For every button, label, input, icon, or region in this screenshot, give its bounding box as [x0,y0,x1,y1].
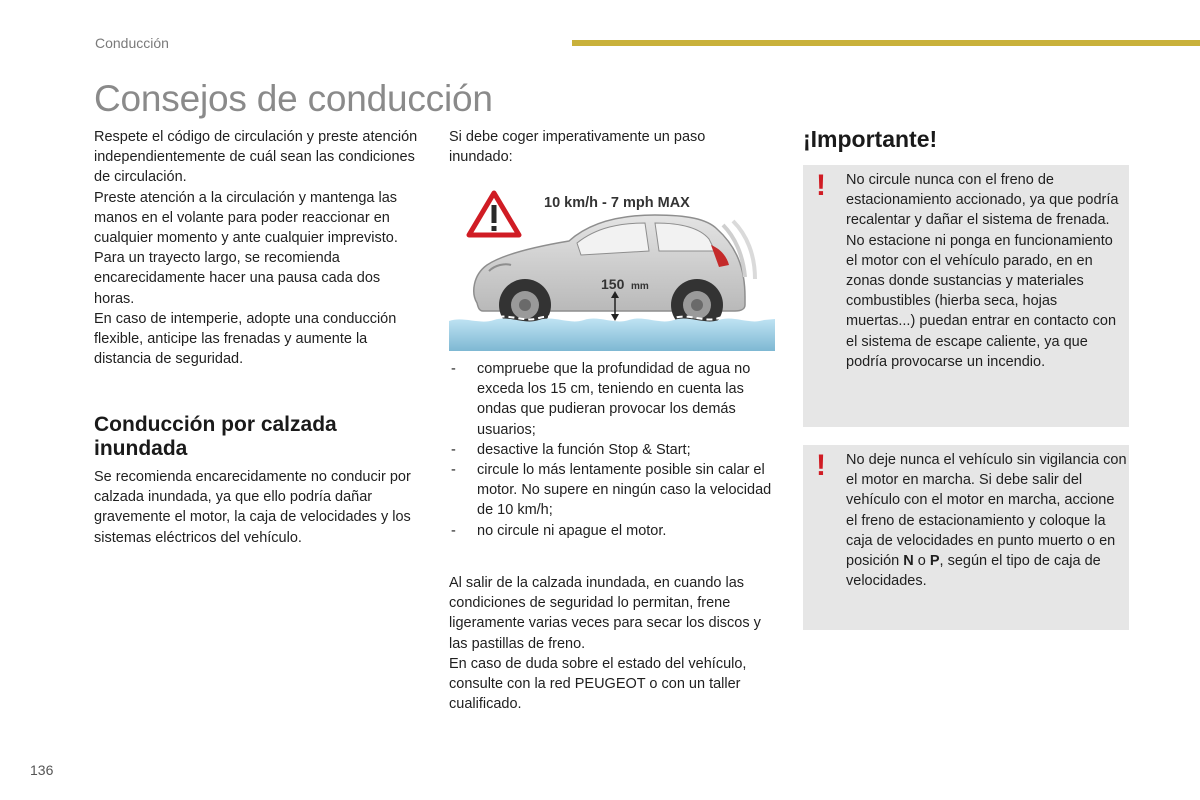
warning-box [803,165,1129,427]
paragraph: Para un trayecto largo, se recomienda encarecidamente hacer una pausa cada dos horas. [94,250,381,307]
flooded-road-illustration [449,185,775,351]
flooded-road-text: Se recomienda encarecidamente no conducir por calzada inundada, ya que ello podría dañar gravemente el motor, la caja de velocidades y los sistemas eléctricos del vehículo. [94,469,411,546]
header-accent-bar [572,40,1200,46]
flooded-road-checklist [449,359,779,541]
depth-unit: mm [631,281,649,292]
page-title: Consejos de conducción [94,78,493,119]
flooded-intro: Si debe coger imperativamente un paso inundado: [449,129,706,166]
paragraph: Respete el código de circulación y preste atención independientemente de cuál sean las condiciones de circulación. [94,129,418,186]
gear-p: P [929,553,940,570]
warning-paragraph: No circule nunca con el freno de estacionamiento accionado, ya que podría recalentar y dañar el sistema de frenada. [846,172,1119,229]
list-item: - no circule ni apague el motor. [449,521,779,541]
section-label: Conducción [95,35,169,51]
warning-text [846,170,1128,372]
list-item: - circule lo más lentamente posible sin calar el motor. No supere en ningún caso la velocidad de 10 km/h; [449,460,779,521]
paragraph: Al salir de la calzada inundada, en cuando las condiciones de seguridad lo permitan, frene ligeramente varias veces para secar los discos y las pastillas de freno. [449,575,761,652]
flooded-road-heading: Conducción por calzada inundada [94,413,337,460]
warning-triangle-icon [469,193,519,235]
paragraph: En caso de intemperie, adopte una conducción flexible, anticipe las frenadas y aumente la distancia de seguridad. [94,310,397,368]
warning-box [803,445,1129,630]
important-heading: ¡Importante! [803,126,938,152]
after-flood-text [449,573,774,714]
depth-value: 150 [601,276,625,292]
warning-text: No deje nunca el vehículo sin vigilancia con el motor en marcha. Si debe salir del vehículo con el motor en marcha, accione el freno de estacionamiento y coloque la caja de velocidades en punto muerto o en posición N o P, según el tipo de caja de velocidades. [846,452,1127,590]
warning-exclamation-icon: ! [816,449,826,482]
page-number: 136 [30,762,54,778]
list-item: - desactive la función Stop & Start; [449,440,779,460]
car-in-water-illustration [449,185,775,351]
warning-exclamation-icon: ! [816,169,826,202]
water-surface [449,317,775,351]
speed-limit-label: 10 km/h - 7 mph MAX [544,195,690,211]
list-item: - compruebe que la profundidad de agua no exceda los 15 cm, teniendo en cuenta las ondas que pudieran provocar los demás usuarios; [449,359,779,440]
intro-text [94,127,424,369]
paragraph: En caso de duda sobre el estado del vehículo, consulte con la red PEUGEOT o con un taller cualificado. [449,655,747,713]
gear-n: N [903,553,914,570]
paragraph: Preste atención a la circulación y mantenga las manos en el volante para poder reaccionar en cualquier momento y ante cualquier imprevisto. [94,189,398,247]
warning-paragraph: No estacione ni ponga en funcionamiento el motor con el vehículo parado, en en zonas donde sustancias y materiales combustibles (hierba seca, hojas muertas...) puedan entrar en contacto con el sistema de escape caliente, ya que podría provocarse un incendio. [846,232,1117,370]
